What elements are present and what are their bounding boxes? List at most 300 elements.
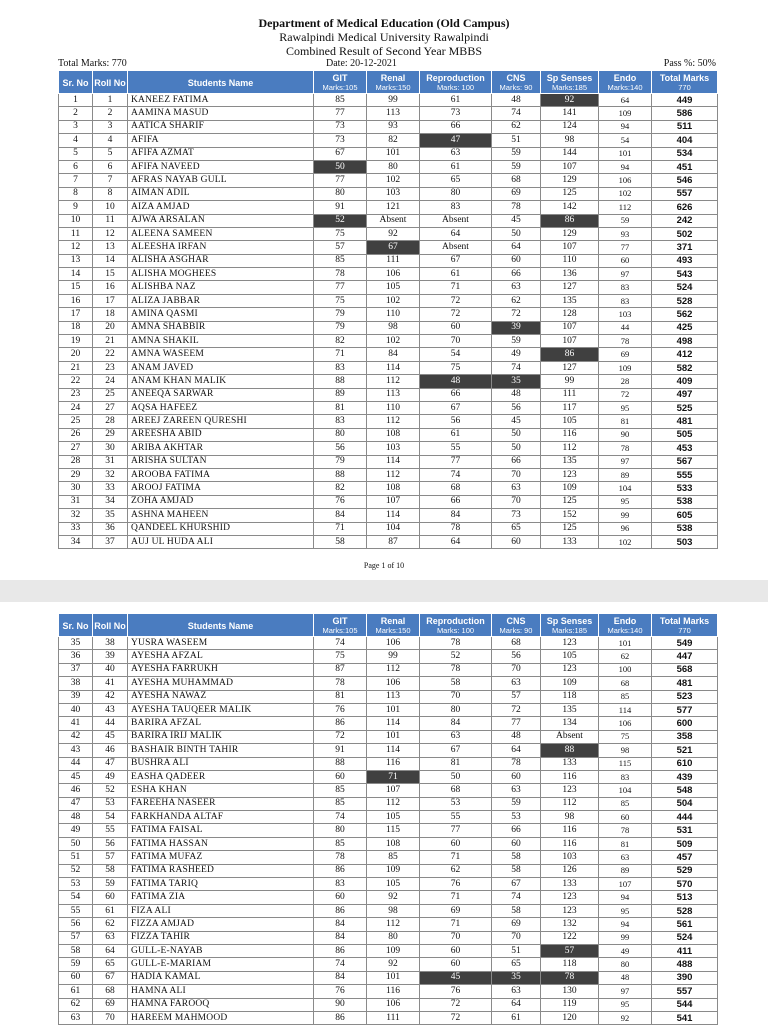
roll-no-cell: 4 — [93, 134, 128, 147]
table-row — [59, 918, 718, 931]
sr-no-cell: 43 — [59, 744, 93, 757]
report-header — [0, 16, 768, 58]
table-row — [59, 509, 718, 522]
sr-no-cell: 62 — [59, 998, 93, 1011]
cns-cell: 69 — [492, 918, 541, 931]
renal-cell: 99 — [367, 94, 420, 107]
reproduction-cell: 72 — [420, 1011, 492, 1024]
table-row — [59, 878, 718, 891]
sp-senses-cell: 135 — [541, 703, 599, 716]
sr-no-cell: 37 — [59, 663, 93, 676]
total-marks-cell: 557 — [652, 985, 718, 998]
endo-cell: 80 — [599, 958, 652, 971]
renal-cell: 106 — [367, 677, 420, 690]
table-row — [59, 308, 718, 321]
table-row — [59, 361, 718, 374]
git-cell: 88 — [314, 375, 367, 388]
cns-cell: 58 — [492, 864, 541, 877]
git-cell: 86 — [314, 904, 367, 917]
git-cell: 91 — [314, 201, 367, 214]
sr-no-cell: 40 — [59, 703, 93, 716]
reproduction-cell: 72 — [420, 998, 492, 1011]
cns-cell: 59 — [492, 797, 541, 810]
endo-cell: 101 — [599, 147, 652, 160]
reproduction-cell: 45 — [420, 971, 492, 984]
sr-no-cell: 11 — [59, 227, 93, 240]
student-name-cell: FATIMA FAISAL — [128, 824, 314, 837]
sr-no-cell: 28 — [59, 455, 93, 468]
student-name-cell: HAREEM MAHMOOD — [128, 1011, 314, 1024]
endo-cell: 95 — [599, 904, 652, 917]
git-cell: 71 — [314, 348, 367, 361]
roll-no-cell: 10 — [93, 201, 128, 214]
cns-cell: 59 — [492, 147, 541, 160]
table-row — [59, 851, 718, 864]
table-row — [59, 348, 718, 361]
total-marks-cell: 577 — [652, 703, 718, 716]
table-header — [59, 71, 718, 94]
reproduction-cell: 50 — [420, 770, 492, 783]
reproduction-cell: 61 — [420, 428, 492, 441]
col-sr-no: Sr. No — [59, 71, 93, 94]
roll-no-cell: 32 — [93, 468, 128, 481]
student-name-cell: AYESHA FARRUKH — [128, 663, 314, 676]
sp-senses-cell: 88 — [541, 744, 599, 757]
git-cell: 84 — [314, 509, 367, 522]
total-marks-label: Total Marks: 770 — [58, 58, 127, 69]
endo-cell: 93 — [599, 227, 652, 240]
sp-senses-cell: Absent — [541, 730, 599, 743]
student-name-cell: AIZA AMJAD — [128, 201, 314, 214]
cns-cell: 60 — [492, 535, 541, 548]
sp-senses-cell: 141 — [541, 107, 599, 120]
cns-cell: 53 — [492, 811, 541, 824]
sp-senses-cell: 128 — [541, 308, 599, 321]
sp-senses-cell: 112 — [541, 797, 599, 810]
student-name-cell: ARIBA AKHTAR — [128, 442, 314, 455]
roll-no-cell: 17 — [93, 294, 128, 307]
table-row — [59, 770, 718, 783]
git-cell: 58 — [314, 535, 367, 548]
sr-no-cell: 30 — [59, 482, 93, 495]
endo-cell: 85 — [599, 797, 652, 810]
endo-cell: 106 — [599, 174, 652, 187]
renal-cell: 112 — [367, 918, 420, 931]
git-cell: 85 — [314, 254, 367, 267]
student-name-cell: BARIRA IRIJ MALIK — [128, 730, 314, 743]
table-row — [59, 241, 718, 254]
git-cell: 77 — [314, 107, 367, 120]
sp-senses-cell: 133 — [541, 878, 599, 891]
cns-cell: 58 — [492, 904, 541, 917]
sp-senses-cell: 132 — [541, 918, 599, 931]
renal-cell: 107 — [367, 784, 420, 797]
endo-cell: 94 — [599, 891, 652, 904]
reproduction-cell: 60 — [420, 958, 492, 971]
total-marks-cell: 541 — [652, 1011, 718, 1024]
cns-cell: 72 — [492, 308, 541, 321]
total-marks-cell: 582 — [652, 361, 718, 374]
roll-no-cell: 16 — [93, 281, 128, 294]
sr-no-cell: 52 — [59, 864, 93, 877]
table-row — [59, 160, 718, 173]
roll-no-cell: 59 — [93, 878, 128, 891]
sr-no-cell: 13 — [59, 254, 93, 267]
endo-cell: 62 — [599, 650, 652, 663]
student-name-cell: ANAM KHAN MALIK — [128, 375, 314, 388]
table-row — [59, 944, 718, 957]
student-name-cell: ALIZA JABBAR — [128, 294, 314, 307]
total-marks-cell: 538 — [652, 522, 718, 535]
total-marks-cell: 504 — [652, 797, 718, 810]
reproduction-cell: 60 — [420, 321, 492, 334]
sp-senses-cell: 116 — [541, 770, 599, 783]
cns-cell: 56 — [492, 401, 541, 414]
reproduction-cell: 70 — [420, 931, 492, 944]
total-marks-cell: 548 — [652, 784, 718, 797]
git-cell: 85 — [314, 94, 367, 107]
reproduction-cell: 77 — [420, 824, 492, 837]
roll-no-cell: 21 — [93, 335, 128, 348]
git-cell: 83 — [314, 415, 367, 428]
git-cell: 56 — [314, 442, 367, 455]
total-marks-cell: 488 — [652, 958, 718, 971]
roll-no-cell: 49 — [93, 770, 128, 783]
endo-cell: 101 — [599, 637, 652, 650]
total-marks-cell: 404 — [652, 134, 718, 147]
reproduction-cell: 75 — [420, 361, 492, 374]
reproduction-cell: Absent — [420, 241, 492, 254]
sr-no-cell: 60 — [59, 971, 93, 984]
git-cell: 90 — [314, 998, 367, 1011]
table-row — [59, 1011, 718, 1024]
total-marks-cell: 390 — [652, 971, 718, 984]
col-reproduction: Reproduction Marks: 100 — [420, 614, 492, 637]
endo-cell: 78 — [599, 335, 652, 348]
col-git: GIT Marks:105 — [314, 71, 367, 94]
cns-cell: 78 — [492, 757, 541, 770]
reproduction-cell: Absent — [420, 214, 492, 227]
endo-cell: 69 — [599, 348, 652, 361]
sp-senses-cell: 127 — [541, 281, 599, 294]
reproduction-cell: 76 — [420, 985, 492, 998]
roll-no-cell: 20 — [93, 321, 128, 334]
cns-cell: 70 — [492, 663, 541, 676]
student-name-cell: FAREEHA NASEER — [128, 797, 314, 810]
renal-cell: 85 — [367, 851, 420, 864]
table-row — [59, 375, 718, 388]
sp-senses-cell: 123 — [541, 784, 599, 797]
git-cell: 73 — [314, 134, 367, 147]
reproduction-cell: 71 — [420, 281, 492, 294]
roll-no-cell: 64 — [93, 944, 128, 957]
endo-cell: 68 — [599, 677, 652, 690]
renal-cell: 102 — [367, 174, 420, 187]
total-marks-cell: 509 — [652, 837, 718, 850]
result-title: Combined Result of Second Year MBBS — [285, 44, 482, 58]
table-row — [59, 717, 718, 730]
sp-senses-cell: 109 — [541, 677, 599, 690]
col-renal: Renal Marks:150 — [367, 614, 420, 637]
col-cns: CNS Marks: 90 — [492, 614, 541, 637]
cns-cell: 48 — [492, 388, 541, 401]
sr-no-cell: 17 — [59, 308, 93, 321]
cns-cell: 50 — [492, 442, 541, 455]
sr-no-cell: 48 — [59, 811, 93, 824]
table-row — [59, 482, 718, 495]
total-marks-cell: 523 — [652, 690, 718, 703]
student-name-cell: FATIMA HASSAN — [128, 837, 314, 850]
sp-senses-cell: 98 — [541, 811, 599, 824]
total-marks-cell: 524 — [652, 281, 718, 294]
roll-no-cell: 44 — [93, 717, 128, 730]
total-marks-cell: 451 — [652, 160, 718, 173]
endo-cell: 94 — [599, 160, 652, 173]
git-cell: 74 — [314, 811, 367, 824]
cns-cell: 49 — [492, 348, 541, 361]
sp-senses-cell: 122 — [541, 931, 599, 944]
reproduction-cell: 55 — [420, 442, 492, 455]
table-row — [59, 388, 718, 401]
sp-senses-cell: 120 — [541, 1011, 599, 1024]
renal-cell: 109 — [367, 944, 420, 957]
reproduction-cell: 71 — [420, 851, 492, 864]
roll-no-cell: 61 — [93, 904, 128, 917]
reproduction-cell: 71 — [420, 918, 492, 931]
renal-cell: 104 — [367, 522, 420, 535]
total-marks-cell: 524 — [652, 931, 718, 944]
renal-cell: 113 — [367, 107, 420, 120]
total-marks-cell: 533 — [652, 482, 718, 495]
sp-senses-cell: 125 — [541, 522, 599, 535]
reproduction-cell: 63 — [420, 730, 492, 743]
git-cell: 85 — [314, 784, 367, 797]
roll-no-cell: 35 — [93, 509, 128, 522]
sr-no-cell: 18 — [59, 321, 93, 334]
reproduction-cell: 70 — [420, 690, 492, 703]
total-marks-cell: 409 — [652, 375, 718, 388]
table-row — [59, 535, 718, 548]
cns-cell: 48 — [492, 730, 541, 743]
total-marks-cell: 493 — [652, 254, 718, 267]
sp-senses-cell: 130 — [541, 985, 599, 998]
git-cell: 80 — [314, 187, 367, 200]
reproduction-cell: 60 — [420, 944, 492, 957]
student-name-cell: BASHAIR BINTH TAHIR — [128, 744, 314, 757]
cns-cell: 63 — [492, 784, 541, 797]
student-name-cell: AYESHA AFZAL — [128, 650, 314, 663]
renal-cell: 106 — [367, 998, 420, 1011]
reproduction-cell: 84 — [420, 717, 492, 730]
student-name-cell: ANAM JAVED — [128, 361, 314, 374]
renal-cell: 93 — [367, 120, 420, 133]
sr-no-cell: 5 — [59, 147, 93, 160]
sp-senses-cell: 123 — [541, 891, 599, 904]
endo-cell: 60 — [599, 254, 652, 267]
git-cell: 60 — [314, 770, 367, 783]
endo-cell: 89 — [599, 864, 652, 877]
cns-cell: 50 — [492, 227, 541, 240]
endo-cell: 100 — [599, 663, 652, 676]
table-row — [59, 998, 718, 1011]
renal-cell: 106 — [367, 637, 420, 650]
endo-cell: 95 — [599, 401, 652, 414]
cns-cell: 68 — [492, 637, 541, 650]
sp-senses-cell: 99 — [541, 375, 599, 388]
total-marks-cell: 546 — [652, 174, 718, 187]
col-total-marks: Total Marks 770 — [652, 614, 718, 637]
reproduction-cell: 68 — [420, 482, 492, 495]
col-roll-no: Roll No — [93, 71, 128, 94]
table-row — [59, 522, 718, 535]
roll-no-cell: 70 — [93, 1011, 128, 1024]
table-row — [59, 703, 718, 716]
student-name-cell: AFRAS NAYAB GULL — [128, 174, 314, 187]
renal-cell: 108 — [367, 428, 420, 441]
sr-no-cell: 31 — [59, 495, 93, 508]
endo-cell: 83 — [599, 281, 652, 294]
renal-cell: 101 — [367, 703, 420, 716]
sp-senses-cell: 107 — [541, 321, 599, 334]
cns-cell: 62 — [492, 294, 541, 307]
sr-no-cell: 42 — [59, 730, 93, 743]
reproduction-cell: 78 — [420, 663, 492, 676]
reproduction-cell: 80 — [420, 187, 492, 200]
sr-no-cell: 55 — [59, 904, 93, 917]
sp-senses-cell: 118 — [541, 690, 599, 703]
total-marks-cell: 453 — [652, 442, 718, 455]
sr-no-cell: 32 — [59, 509, 93, 522]
endo-cell: 64 — [599, 94, 652, 107]
sr-no-cell: 49 — [59, 824, 93, 837]
renal-cell: 116 — [367, 757, 420, 770]
endo-cell: 72 — [599, 388, 652, 401]
sp-senses-cell: 112 — [541, 442, 599, 455]
table-row — [59, 227, 718, 240]
roll-no-cell: 57 — [93, 851, 128, 864]
sp-senses-cell: 78 — [541, 971, 599, 984]
git-cell: 57 — [314, 241, 367, 254]
table-row — [59, 958, 718, 971]
table-row — [59, 268, 718, 281]
git-cell: 50 — [314, 160, 367, 173]
reproduction-cell: 80 — [420, 703, 492, 716]
table-row — [59, 214, 718, 227]
reproduction-cell: 65 — [420, 174, 492, 187]
git-cell: 76 — [314, 985, 367, 998]
cns-cell: 63 — [492, 482, 541, 495]
total-marks-cell: 549 — [652, 637, 718, 650]
sr-no-cell: 35 — [59, 637, 93, 650]
student-name-cell: AMNA WASEEM — [128, 348, 314, 361]
total-marks-cell: 626 — [652, 201, 718, 214]
renal-cell: 105 — [367, 281, 420, 294]
renal-cell: 80 — [367, 931, 420, 944]
student-name-cell: ALEESHA IRFAN — [128, 241, 314, 254]
renal-cell: 80 — [367, 160, 420, 173]
sr-no-cell: 53 — [59, 878, 93, 891]
sp-senses-cell: 103 — [541, 851, 599, 864]
col-git: GIT Marks:105 — [314, 614, 367, 637]
endo-cell: 60 — [599, 811, 652, 824]
cns-cell: 60 — [492, 837, 541, 850]
student-name-cell: BARIRA AFZAL — [128, 717, 314, 730]
student-name-cell: FIZZA AMJAD — [128, 918, 314, 931]
endo-cell: 104 — [599, 482, 652, 495]
sr-no-cell: 58 — [59, 944, 93, 957]
sp-senses-cell: 105 — [541, 415, 599, 428]
sr-no-cell: 61 — [59, 985, 93, 998]
col-cns: CNS Marks: 90 — [492, 71, 541, 94]
sp-senses-cell: 136 — [541, 268, 599, 281]
reproduction-cell: 64 — [420, 535, 492, 548]
student-name-cell: HAMNA ALI — [128, 985, 314, 998]
col-endo: Endo Marks:140 — [599, 614, 652, 637]
cns-cell: 51 — [492, 944, 541, 957]
reproduction-cell: 61 — [420, 94, 492, 107]
endo-cell: 83 — [599, 294, 652, 307]
renal-cell: 114 — [367, 744, 420, 757]
roll-no-cell: 56 — [93, 837, 128, 850]
student-name-cell: AAMINA MASUD — [128, 107, 314, 120]
renal-cell: 112 — [367, 415, 420, 428]
table-row — [59, 904, 718, 917]
renal-cell: 112 — [367, 375, 420, 388]
roll-no-cell: 23 — [93, 361, 128, 374]
reproduction-cell: 72 — [420, 308, 492, 321]
total-marks-cell: 498 — [652, 335, 718, 348]
reproduction-cell: 76 — [420, 878, 492, 891]
sp-senses-cell: 129 — [541, 227, 599, 240]
sr-no-cell: 20 — [59, 348, 93, 361]
sr-no-cell: 24 — [59, 401, 93, 414]
sr-no-cell: 36 — [59, 650, 93, 663]
student-name-cell: AIMAN ADIL — [128, 187, 314, 200]
reproduction-cell: 66 — [420, 120, 492, 133]
sr-no-cell: 46 — [59, 784, 93, 797]
sp-senses-cell: 117 — [541, 401, 599, 414]
total-marks-cell: 561 — [652, 918, 718, 931]
student-name-cell: FATIMA TARIQ — [128, 878, 314, 891]
renal-cell: 102 — [367, 294, 420, 307]
renal-cell: 102 — [367, 335, 420, 348]
sr-no-cell: 16 — [59, 294, 93, 307]
git-cell: 72 — [314, 730, 367, 743]
endo-cell: 98 — [599, 744, 652, 757]
git-cell: 84 — [314, 918, 367, 931]
git-cell: 78 — [314, 268, 367, 281]
renal-cell: 111 — [367, 254, 420, 267]
sr-no-cell: 9 — [59, 201, 93, 214]
table-row — [59, 757, 718, 770]
reproduction-cell: 48 — [420, 375, 492, 388]
col-roll-no: Roll No — [93, 614, 128, 637]
reproduction-cell: 78 — [420, 637, 492, 650]
table-row — [59, 971, 718, 984]
git-cell: 82 — [314, 335, 367, 348]
table-row — [59, 321, 718, 334]
sr-no-cell: 45 — [59, 770, 93, 783]
roll-no-cell: 3 — [93, 120, 128, 133]
table-row — [59, 94, 718, 107]
student-name-cell: ALEENA SAMEEN — [128, 227, 314, 240]
cns-cell: 51 — [492, 134, 541, 147]
cns-cell: 39 — [492, 321, 541, 334]
table-row — [59, 187, 718, 200]
reproduction-cell: 60 — [420, 837, 492, 850]
sr-no-cell: 39 — [59, 690, 93, 703]
reproduction-cell: 84 — [420, 509, 492, 522]
